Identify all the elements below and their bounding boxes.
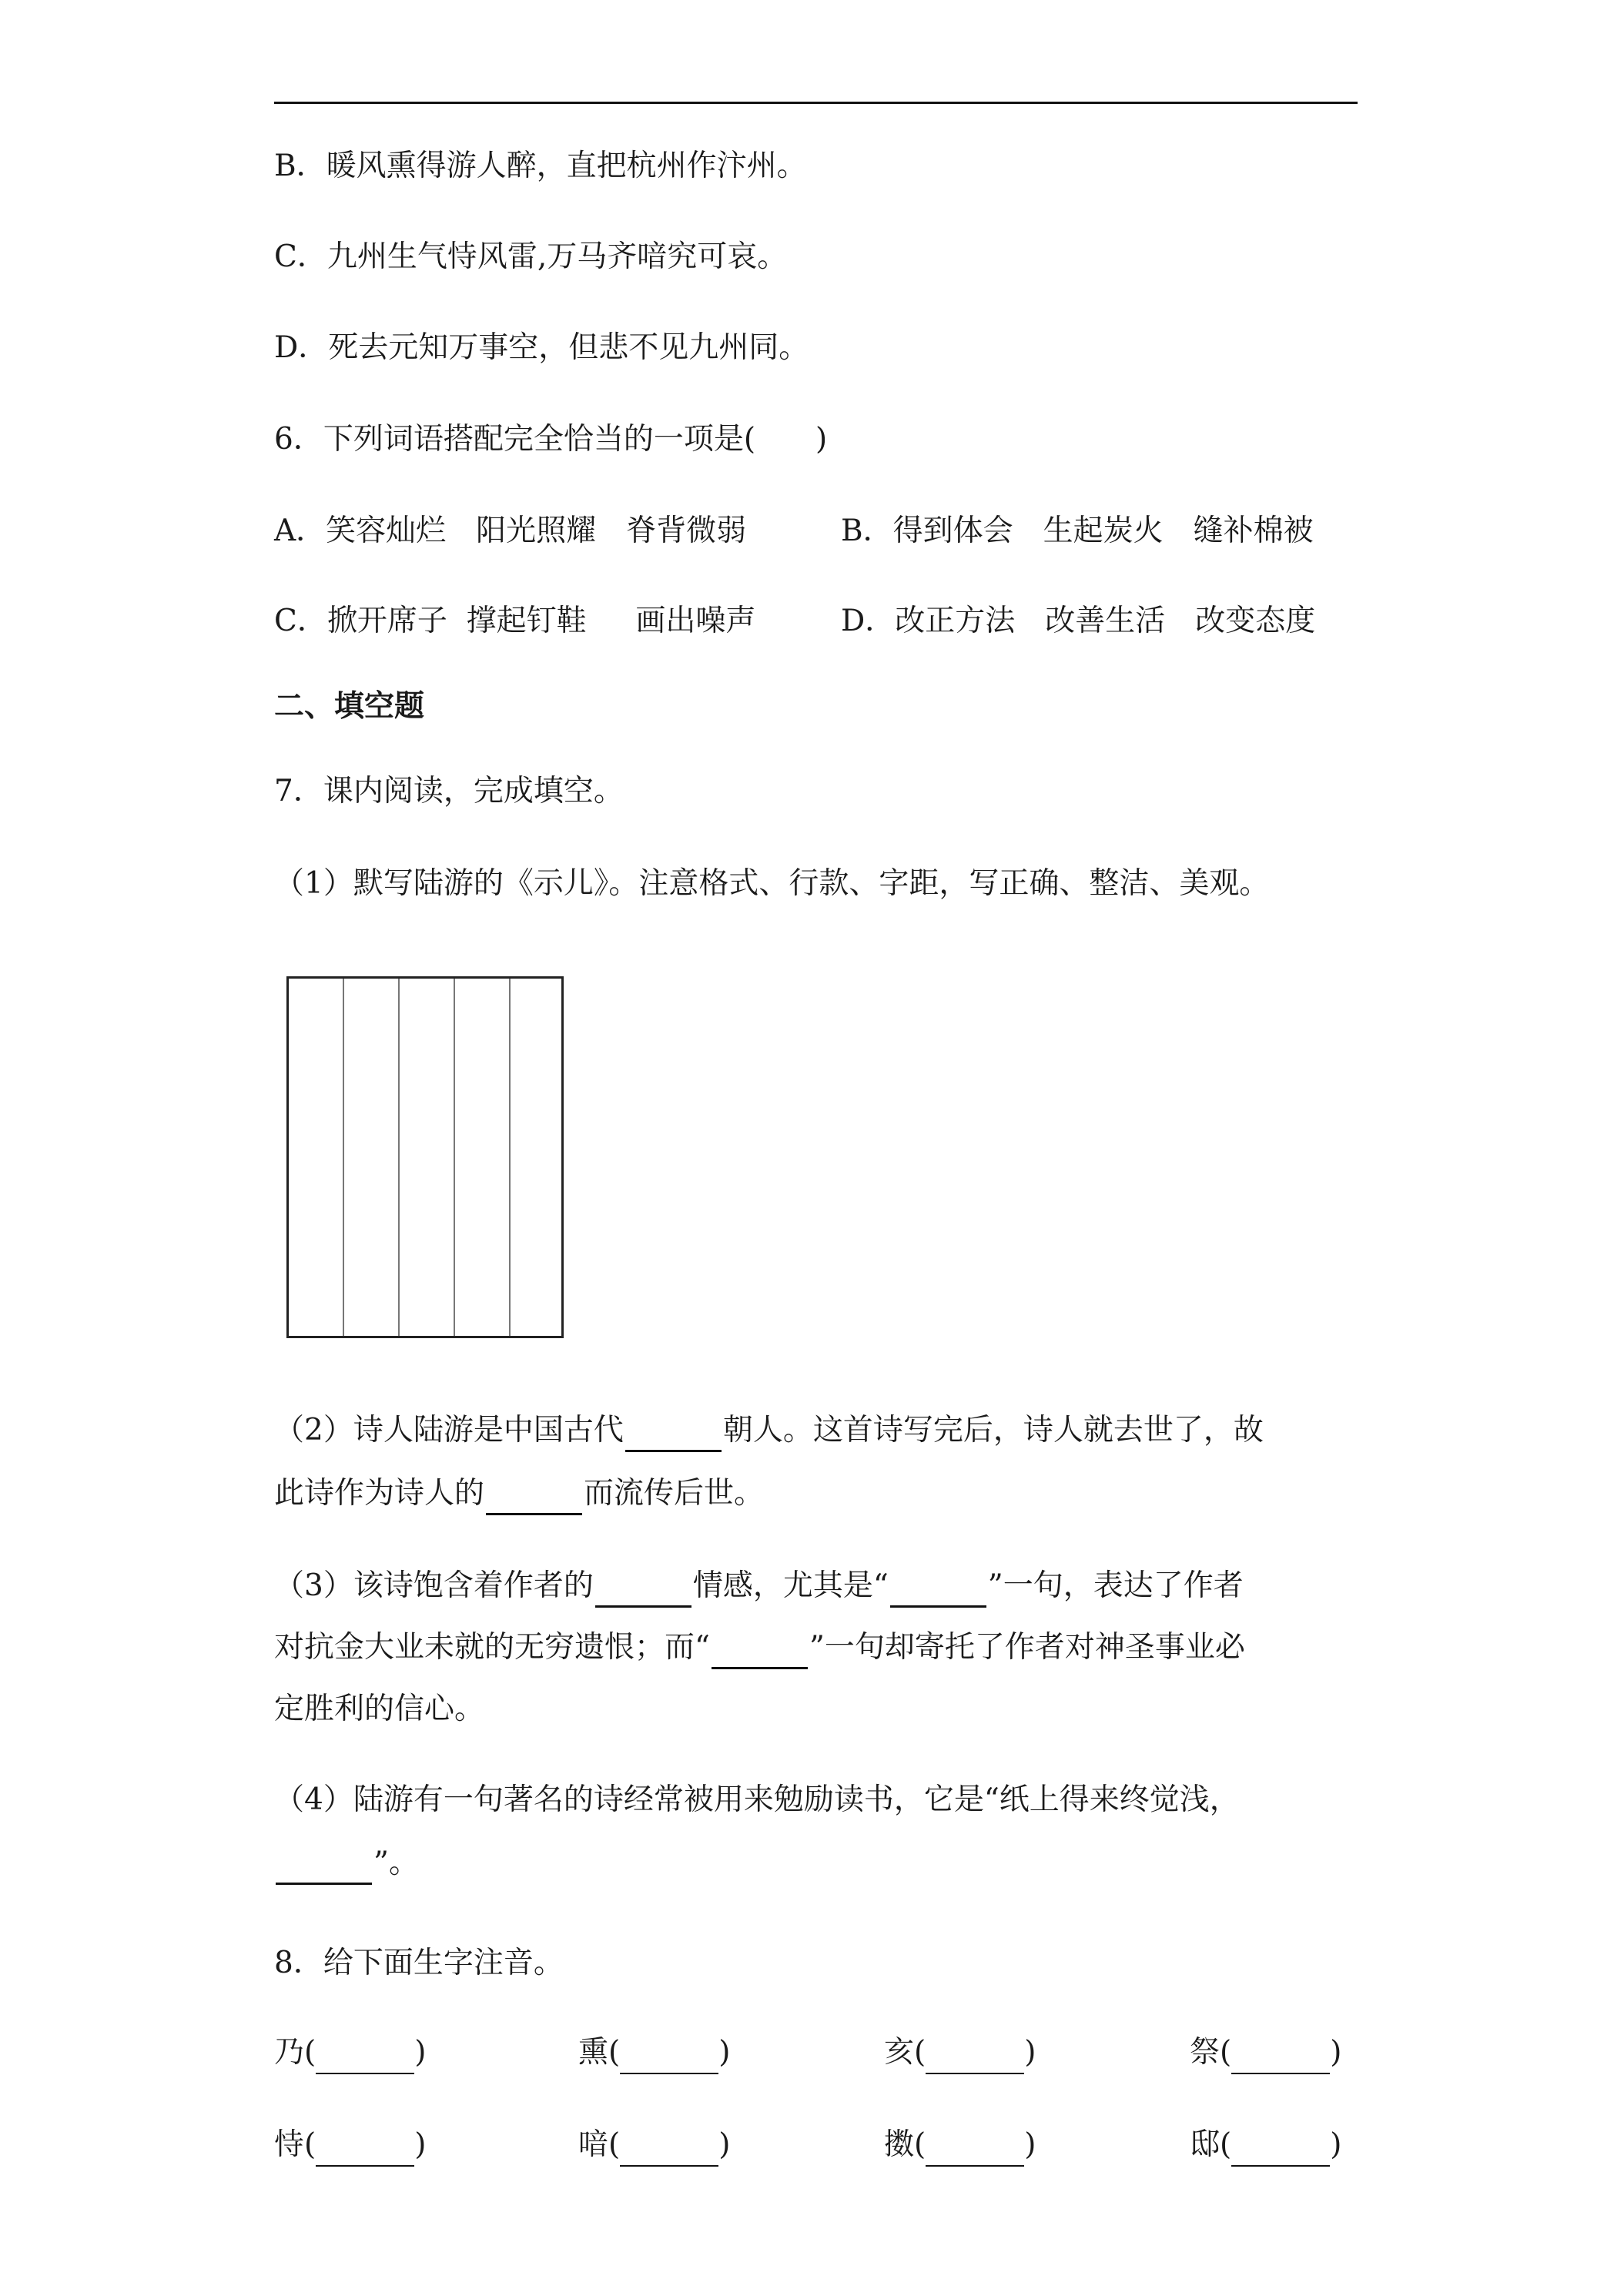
- q6-option-c: C．掀开席子 撑起钉鞋 画出噪声: [274, 604, 756, 638]
- pinyin-blank[interactable]: [620, 2042, 718, 2074]
- pinyin-item: 祭( ): [1190, 2031, 1341, 2074]
- grid-line: [343, 979, 344, 1336]
- q7-part3-line3: 定胜利的信心。: [274, 1692, 485, 1726]
- grid-line: [398, 979, 400, 1336]
- q7-part4-line2: ”。: [274, 1842, 419, 1885]
- answer-blank[interactable]: [625, 1417, 722, 1452]
- answer-blank[interactable]: [276, 1850, 372, 1885]
- pinyin-item: 喑( ): [578, 2124, 730, 2167]
- q7-part3-line1: （3）该诗饱含着作者的 情感，尤其是“ ”一句，表达了作者: [274, 1565, 1244, 1608]
- pinyin-blank[interactable]: [316, 2134, 414, 2167]
- q7-part3-line2: 对抗金大业未就的无穷遗恨；而“ ”一句却寄托了作者对神圣事业必: [274, 1626, 1245, 1669]
- pinyin-item: 熏( ): [578, 2031, 730, 2074]
- q7-part2-line1: （2）诗人陆游是中国古代 朝人。这首诗写完后，诗人就去世了，故: [274, 1409, 1264, 1452]
- pinyin-item: 恃( ): [274, 2124, 426, 2167]
- header-rule: [274, 102, 1358, 104]
- pinyin-blank[interactable]: [620, 2134, 718, 2167]
- pinyin-item: 亥( ): [884, 2031, 1036, 2074]
- grid-line: [454, 979, 455, 1336]
- q8-stem: 8．给下面生字注音。: [274, 1946, 564, 1980]
- q7-part4-line1: （4）陆游有一句著名的诗经常被用来勉励读书，它是“纸上得来终觉浅，: [274, 1782, 1240, 1817]
- q7-part2-line2: 此诗作为诗人的 而流传后世。: [274, 1472, 764, 1515]
- grid-line: [509, 979, 511, 1336]
- q6-option-b: B．得到体会 生起炭火 缝补棉被: [841, 514, 1314, 548]
- pinyin-item: 乃( ): [274, 2031, 426, 2074]
- answer-blank[interactable]: [595, 1573, 691, 1608]
- pinyin-item: 擞( ): [884, 2124, 1036, 2167]
- pinyin-blank[interactable]: [1231, 2134, 1330, 2167]
- q5-option-c: C．九州生气恃风雷,万马齐喑究可哀。: [274, 239, 788, 274]
- q6-option-d: D．改正方法 改善生活 改变态度: [841, 604, 1316, 638]
- writing-grid[interactable]: [286, 976, 564, 1338]
- q7-part1: （1）默写陆游的《示儿》。注意格式、行款、字距，写正确、整洁、美观。: [274, 866, 1270, 901]
- q6-option-a: A．笑容灿烂 阳光照耀 脊背微弱: [274, 514, 747, 548]
- pinyin-blank[interactable]: [926, 2042, 1024, 2074]
- q5-option-d: D．死去元知万事空，但悲不见九州同。: [274, 330, 809, 365]
- q5-option-b: B．暖风熏得游人醉，直把杭州作汴州。: [274, 149, 807, 183]
- section-title: 二、填空题: [274, 689, 425, 724]
- pinyin-blank[interactable]: [316, 2042, 414, 2074]
- pinyin-blank[interactable]: [1231, 2042, 1330, 2074]
- pinyin-item: 邸( ): [1190, 2124, 1341, 2167]
- answer-blank[interactable]: [890, 1573, 986, 1608]
- pinyin-blank[interactable]: [926, 2134, 1024, 2167]
- answer-blank[interactable]: [486, 1481, 582, 1515]
- answer-blank[interactable]: [712, 1635, 808, 1669]
- q6-stem: 6．下列词语搭配完全恰当的一项是( ): [274, 422, 828, 457]
- q7-stem: 7．课内阅读，完成填空。: [274, 774, 624, 808]
